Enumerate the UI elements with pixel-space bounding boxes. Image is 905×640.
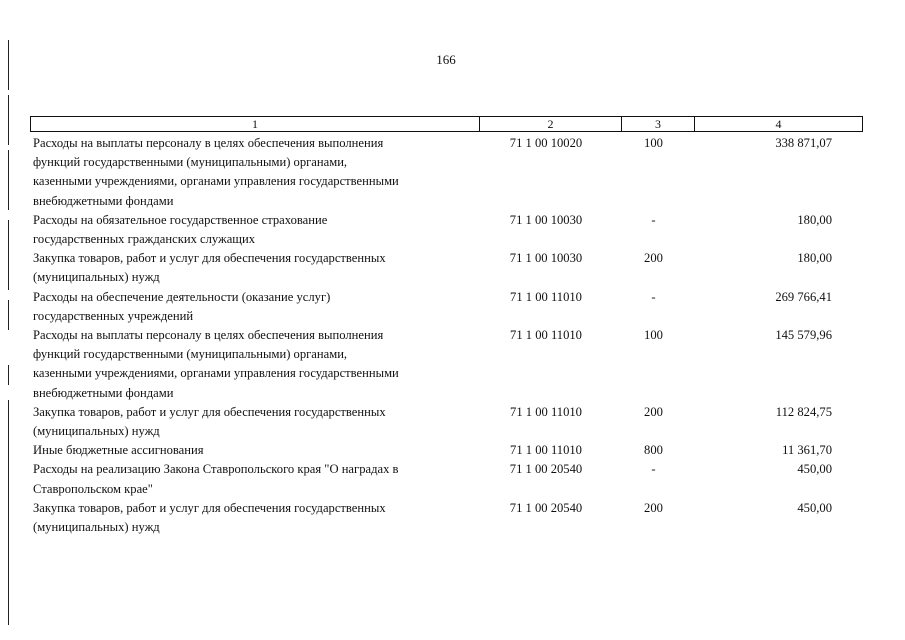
column-header-1: 1 — [31, 117, 480, 131]
row-amount: 450,00 — [797, 500, 832, 515]
table-row — [33, 326, 863, 403]
scan-margin-line — [8, 300, 9, 330]
row-code: 71 1 00 20540 — [509, 462, 583, 477]
row-type: 100 — [644, 328, 663, 343]
row-description: Расходы на выплаты персоналу в целях обеспечения выполнения функций государственными (муниципальными) органами, казенными учреждениями, органами управления государственными внебюджетными фондами — [33, 136, 399, 208]
row-code: 71 1 00 10020 — [509, 136, 583, 150]
row-description: Закупка товаров, работ и услуг для обеспечения государственных (муниципальных) нужд — [33, 251, 386, 285]
table-row — [33, 134, 863, 211]
row-description: Расходы на реализацию Закона Ставропольского края "О наградах в Ставропольском крае" — [33, 462, 399, 496]
row-amount: 112 824,75 — [775, 404, 832, 419]
column-header-3: 3 — [622, 117, 695, 131]
row-type: 200 — [644, 404, 663, 419]
row-description: Расходы на обеспечение деятельности (оказание услуг) государственных учреждений — [33, 289, 331, 323]
scan-margin-line — [8, 95, 9, 145]
scan-margin-line — [8, 220, 9, 290]
row-amount: 11 361,70 — [782, 443, 832, 458]
row-description: Расходы на выплаты персоналу в целях обеспечения выполнения функций государственными (муниципальными) органами, казенными учреждениями, органами управления государственными внебюджетными фондами — [33, 328, 399, 400]
row-amount: 450,00 — [797, 462, 832, 477]
scan-margin-line — [8, 400, 9, 625]
table-row — [33, 288, 863, 326]
table-row — [33, 249, 863, 287]
row-description: Иные бюджетные ассигнования — [33, 443, 204, 458]
row-amount: 338 871,07 — [775, 136, 832, 150]
row-code: 71 1 00 11010 — [510, 404, 582, 419]
table-row — [33, 441, 863, 460]
row-type: - — [651, 289, 656, 304]
row-description: Закупка товаров, работ и услуг для обеспечения государственных (муниципальных) нужд — [33, 404, 386, 439]
row-code: 71 1 00 20540 — [509, 500, 583, 515]
row-amount: 180,00 — [797, 251, 832, 266]
row-code: 71 1 00 11010 — [510, 289, 582, 304]
scan-margin-line — [8, 150, 9, 210]
table-body — [33, 134, 863, 537]
page-number: 166 — [436, 52, 456, 67]
row-code: 71 1 00 10030 — [509, 251, 583, 266]
table-header — [30, 116, 863, 132]
table-row — [33, 499, 863, 537]
row-description: Закупка товаров, работ и услуг для обеспечения государственных (муниципальных) нужд — [33, 500, 386, 535]
table-row — [33, 460, 863, 498]
row-code: 71 1 00 11010 — [510, 328, 582, 343]
row-amount: 269 766,41 — [775, 289, 832, 304]
table-row — [33, 403, 863, 441]
row-code: 71 1 00 10030 — [509, 212, 583, 227]
row-amount: 145 579,96 — [775, 328, 832, 343]
scan-margin-line — [8, 365, 9, 385]
table-row — [33, 211, 863, 249]
row-type: 200 — [644, 251, 663, 266]
row-type: 200 — [644, 500, 663, 515]
column-header-4: 4 — [775, 117, 782, 131]
row-code: 71 1 00 11010 — [510, 443, 582, 458]
row-amount: 180,00 — [797, 212, 832, 227]
row-type: 800 — [644, 443, 663, 458]
row-type: - — [651, 462, 656, 477]
row-type: 100 — [644, 136, 663, 150]
column-header-2: 2 — [480, 117, 622, 131]
row-description: Расходы на обязательное государственное страхование государственных гражданских служащих — [33, 212, 328, 247]
row-type: - — [651, 212, 656, 227]
